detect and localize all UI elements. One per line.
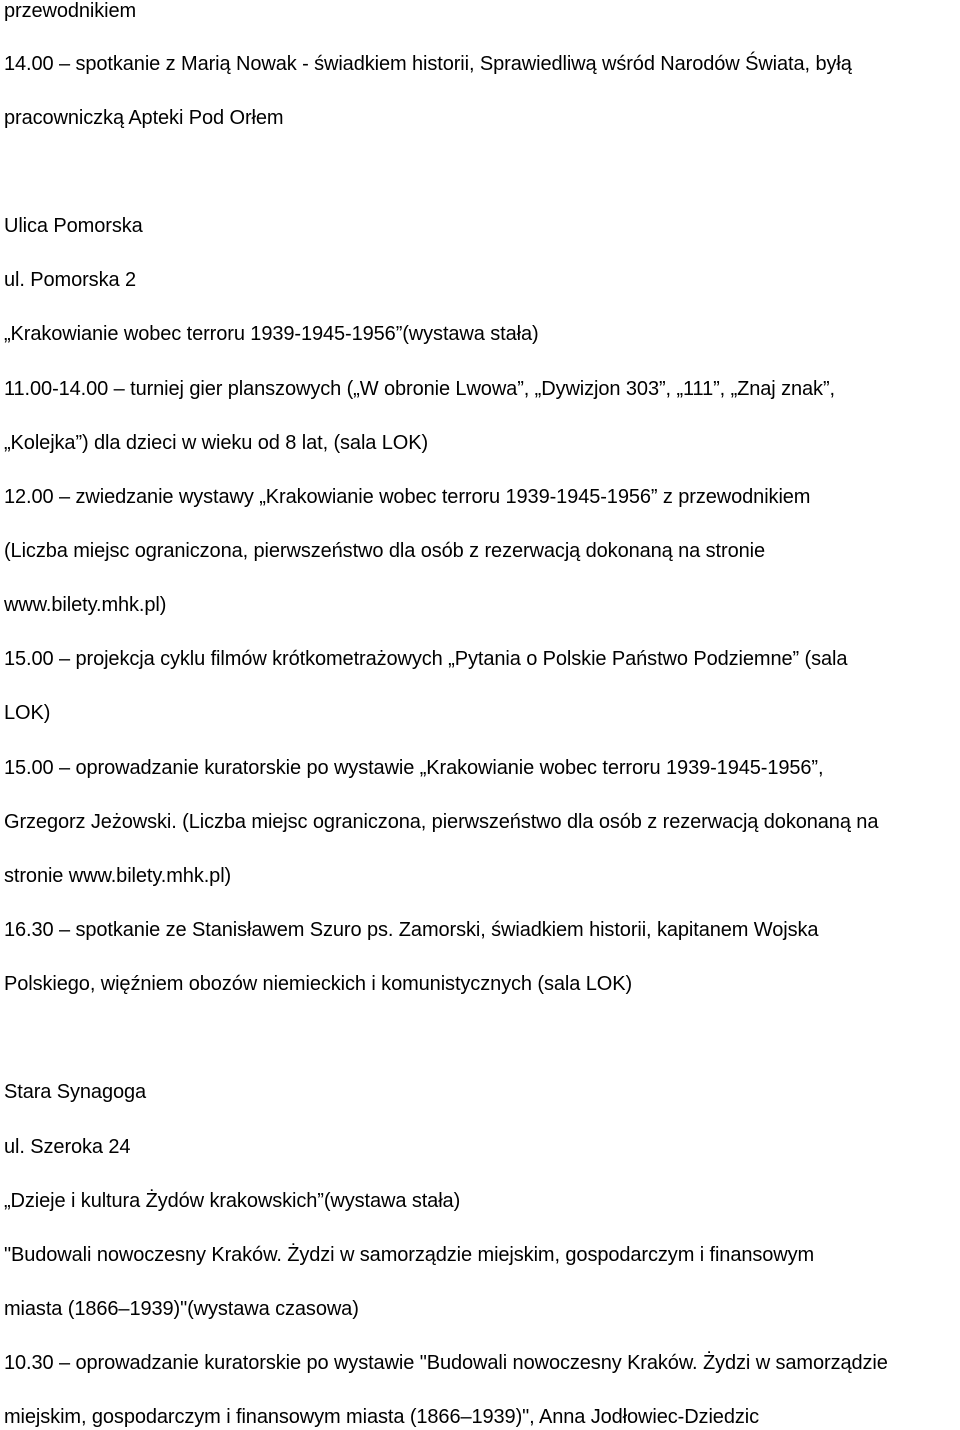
event-line: www.bilety.mhk.pl) (4, 594, 167, 616)
exhibition-line: „Krakowianie wobec terroru 1939-1945-1956”(wystawa stała) (4, 323, 539, 345)
section-address: ul. Szeroka 24 (4, 1136, 131, 1158)
text-line: pracowniczką Apteki Pod Orłem (4, 107, 284, 129)
event-line: stronie www.bilety.mhk.pl) (4, 865, 232, 887)
event-line: 10.30 – oprowadzanie kuratorskie po wystawie "Budowali nowoczesny Kraków. Żydzi w samorządzie (4, 1352, 888, 1374)
event-line: 16.30 – spotkanie ze Stanisławem Szuro ps. Zamorski, świadkiem historii, kapitanem Wojska (4, 919, 819, 941)
section-heading: Stara Synagoga (4, 1081, 147, 1103)
exhibition-line: miasta (1866–1939)"(wystawa czasowa) (4, 1298, 359, 1320)
event-line: Grzegorz Jeżowski. (Liczba miejsc ograniczona, pierwszeństwo dla osób z rezerwacją dokonaną na (4, 811, 879, 833)
event-line: 11.00-14.00 – turniej gier planszowych („W obronie Lwowa”, „Dywizjon 303”, „111”, „Znaj znak”, (4, 378, 835, 400)
event-line: 15.00 – projekcja cyklu filmów krótkometrażowych „Pytania o Polskie Państwo Podziemne” (sala (4, 648, 848, 670)
exhibition-line: "Budowali nowoczesny Kraków. Żydzi w samorządzie miejskim, gospodarczym i finansowym (4, 1244, 815, 1266)
section-heading: Ulica Pomorska (4, 215, 143, 237)
event-line: 12.00 – zwiedzanie wystawy „Krakowianie wobec terroru 1939-1945-1956” z przewodnikiem (4, 486, 811, 508)
event-line: (Liczba miejsc ograniczona, pierwszeństwo dla osób z rezerwacją dokonaną na stronie (4, 540, 765, 562)
event-line: Polskiego, więźniem obozów niemieckich i komunistycznych (sala LOK) (4, 973, 632, 995)
text-line: przewodnikiem (4, 0, 137, 22)
event-line: miejskim, gospodarczym i finansowym miasta (1866–1939)", Anna Jodłowiec-Dziedzic (4, 1406, 759, 1428)
text-line: 14.00 – spotkanie z Marią Nowak - świadkiem historii, Sprawiedliwą wśród Narodów Świata, byłą (4, 53, 852, 75)
section-address: ul. Pomorska 2 (4, 269, 136, 291)
event-line: 15.00 – oprowadzanie kuratorskie po wystawie „Krakowianie wobec terroru 1939-1945-1956”, (4, 757, 824, 779)
event-line: LOK) (4, 702, 51, 724)
event-line: „Kolejka”) dla dzieci w wieku od 8 lat, (sala LOK) (4, 432, 429, 454)
exhibition-line: „Dzieje i kultura Żydów krakowskich”(wystawa stała) (4, 1190, 461, 1212)
